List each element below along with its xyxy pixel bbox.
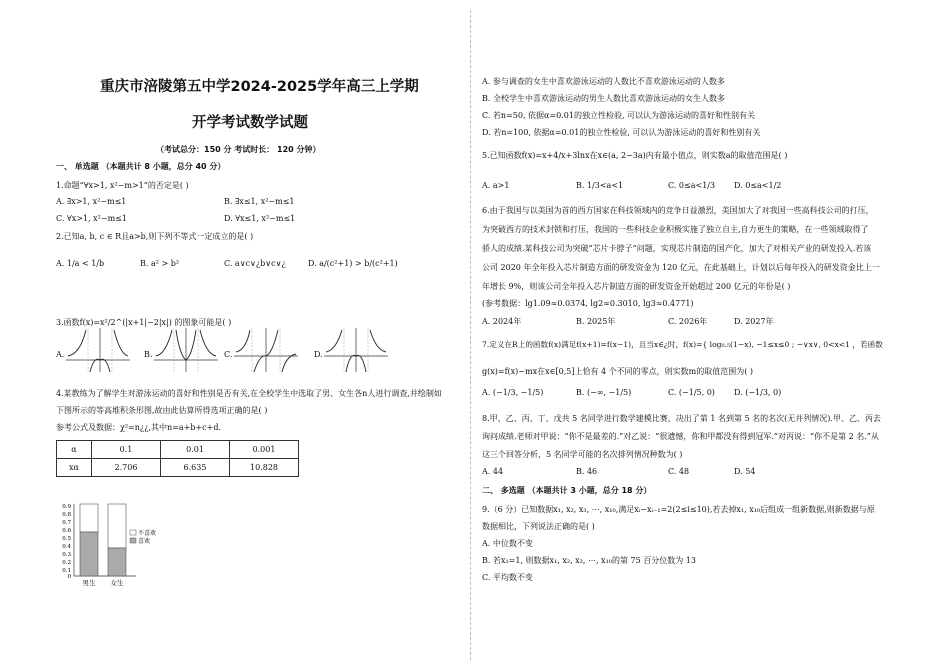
q3-option-d-label: D. — [314, 350, 323, 359]
bar-male-like — [80, 532, 98, 576]
y-tick: 0.9 — [62, 504, 71, 510]
q9-option-b: B. 若x₁=1, 则数据x₁, x₂, x₃, ⋯, x₁₀的第 75 百分位数为 13 — [482, 556, 696, 565]
q6-option-d: D. 2027年 — [734, 317, 774, 326]
y-tick: 0.4 — [62, 544, 71, 550]
q6-option-b: B. 2025年 — [576, 317, 616, 326]
y-tick: 0.3 — [62, 552, 71, 558]
q3-graph-d — [324, 326, 388, 374]
q9-option-c: C. 平均数不变 — [482, 573, 533, 582]
question-3: 3.函数f(x)=x²/2^(|x+1|−2|x|) 的图象可能是( ) — [56, 318, 232, 327]
q3-graph-a — [66, 326, 130, 374]
q2-option-b: B. a² > b² — [140, 259, 180, 268]
q8-option-b: B. 46 — [576, 467, 598, 476]
question-6-line-3: 骄人的成绩.某科技公司为突破“芯片卡脖子”问题，实现芯片制造的国产化，加大了对相关产业的研发投入.若该 — [482, 244, 872, 253]
y-tick: 0.8 — [62, 512, 71, 518]
q2-option-a: A. 1/a < 1/b — [56, 259, 105, 268]
q5-option-c: C. 0≤a<1/3 — [668, 181, 716, 190]
title-line-2: 开学考试数学试题 — [192, 115, 308, 131]
title-line-1: 重庆市涪陵第五中学2024-2025学年高三上学期 — [100, 79, 419, 95]
q3-option-a-label: A. — [56, 350, 65, 359]
q5-option-d: D. 0≤a<1/2 — [734, 181, 782, 190]
table-cell: 10.828 — [230, 459, 299, 477]
q5-option-a: A. a>1 — [482, 181, 510, 190]
q1-option-d: D. ∀x≤1, x²−m≤1 — [224, 214, 296, 223]
q2-option-c: C. a∨c∨¿b∨c∨¿ — [224, 259, 286, 268]
q7-option-b: B. (−∞, −1/5) — [576, 388, 632, 397]
table-cell: α — [57, 441, 92, 459]
question-4-line-2: 下图所示的等高堆积条形图,故由此估算所得选项正确的是( ) — [56, 406, 268, 415]
q4-option-a: A. 参与调查的女生中喜欢游泳运动的人数比不喜欢游泳运动的人数多 — [482, 77, 725, 86]
question-4-line-1: 4.某教练为了解学生对游泳运动的喜好和性别是否有关,在全校学生中选取了男、女生各n人进行调查,并绘制如 — [56, 389, 442, 398]
question-1: 1.命题“∀x>1, x²−m>1”的否定是( ) — [56, 181, 189, 190]
q6-option-a: A. 2024年 — [482, 317, 522, 326]
table-cell: 0.001 — [230, 441, 299, 459]
table-cell: 2.706 — [92, 459, 161, 477]
q5-option-b: B. 1/3<a<1 — [576, 181, 624, 190]
y-tick: 0.5 — [62, 536, 71, 542]
q4-option-c: C. 若n=50, 依据α=0.01的独立性检验, 可以认为游泳运动的喜好和性别有关 — [482, 111, 756, 120]
left-column — [56, 0, 466, 672]
q8-option-a: A. 44 — [482, 467, 504, 476]
table-cell: 0.01 — [161, 441, 230, 459]
table-row — [57, 441, 299, 459]
q7-option-a: A. (−1/3, −1/5) — [482, 388, 544, 397]
q1-option-b: B. ∃x≤1, x²−m≤1 — [224, 197, 295, 206]
question-7-line-1: 7.定义在R上的函数f(x)满足f(x+1)=f(x−1)，且当x∈¿时，f(x)={ log₀.₅(1−x), −1≤x≤0 ; −∨x∨, 0<x<1 ，若函数 — [482, 340, 883, 349]
q8-option-d: D. 54 — [734, 467, 756, 476]
table-row — [57, 459, 299, 477]
table-cell: 0.1 — [92, 441, 161, 459]
bar-female-like — [108, 548, 126, 576]
q2-option-d: D. a/(c²+1) > b/(c²+1) — [308, 259, 398, 268]
question-6-line-4: 公司 2020 年全年投入芯片制造方面的研发资金为 120 亿元，在此基础上，计划以后每年投入的研发资金比上一 — [482, 263, 880, 272]
q3-graph-c — [234, 326, 298, 374]
question-8-line-1: 8.甲、乙、丙、丁、戊共 5 名同学进行数学建模比赛，决出了第 1 名到第 5 名的名次(无并列情况).甲、乙、丙去 — [482, 414, 881, 423]
legend-swatch-dislike — [130, 530, 136, 535]
q3-graph-b — [154, 326, 218, 374]
question-6-line-5: 年增长 9%，则该公司全年投入芯片制造方面的研发资金开始超过 200 亿元的年份是( ) — [482, 282, 791, 291]
question-6-line-2: 为突破西方的技术封锁和打压，我国的一些科技企业积极实施了独立自主,自力更生的策略，在一些领域取得了 — [482, 225, 869, 234]
critical-value-table — [56, 440, 299, 477]
y-tick: 0.1 — [62, 568, 71, 574]
question-6-line-6: (参考数据：lg1.09≈0.0374, lg2≈0.3010, lg3≈0.4771) — [482, 299, 694, 308]
q4-option-d: D. 若n=100, 依据α=0.01的独立性检验, 可以认为游泳运动的喜好和性别有关 — [482, 128, 761, 137]
table-cell: 6.635 — [161, 459, 230, 477]
question-9-line-2: 数据相比，下列说法正确的是( ) — [482, 522, 595, 531]
y-tick: 0.6 — [62, 528, 71, 534]
question-5: 5.已知函数f(x)=x+4/x+3lnx在x∈(a, 2−3a)内有最小值点，则实数a的取值范围是( ) — [482, 151, 788, 160]
x-tick-male: 男生 — [82, 579, 96, 587]
question-2: 2.已知a, b, c ∈ R且a>b,则下列不等式一定成立的是( ) — [56, 232, 254, 241]
q1-option-a: A. ∃x>1, x²−m≤1 — [56, 197, 127, 206]
q3-option-c-label: C. — [224, 350, 233, 359]
question-6-line-1: 6.由于我国与以美国为首的西方国家在科技领域内的竞争日益激烈，美国加大了对我国一些高科技公司的打压， — [482, 206, 874, 215]
question-7-line-2: g(x)=f(x)−mx在x∈[0,5]上恰有 4 个不同的零点，则实数m的取值范围为( ) — [482, 367, 754, 376]
q7-option-c: C. (−1/5, 0) — [668, 388, 715, 397]
y-tick: 0.2 — [62, 560, 71, 566]
legend-swatch-like — [130, 538, 136, 543]
question-8-line-2: 询问成绩.老师对甲说：“你不是最差的.”对乙说：“很遗憾，你和甲都没有得到冠军.”对丙说：“你不是第 2 名.”从 — [482, 432, 879, 441]
gender-swim-bar-chart — [56, 500, 176, 588]
section-multiple-choice: 二、 多选题 （本题共计 3 小题，总分 18 分） — [482, 486, 652, 495]
q3-option-b-label: B. — [144, 350, 153, 359]
bar-female-dislike — [108, 504, 126, 548]
bar-male-dislike — [80, 504, 98, 532]
y-tick: 0 — [67, 574, 71, 580]
x-tick-female: 女生 — [110, 579, 124, 587]
q6-option-c: C. 2026年 — [668, 317, 708, 326]
table-cell: xα — [57, 459, 92, 477]
q9-option-a: A. 中位数不变 — [482, 539, 533, 548]
section-single-choice: 一、 单选题 （本题共计 8 小题，总分 40 分） — [56, 162, 226, 171]
question-8-line-3: 这三个回答分析，5 名同学可能的名次排列情况种数为( ) — [482, 450, 683, 459]
q4-option-b: B. 全校学生中喜欢游泳运动的男生人数比喜欢游泳运动的女生人数多 — [482, 94, 725, 103]
y-tick: 0.7 — [62, 520, 71, 526]
right-column — [482, 0, 902, 672]
q7-option-d: D. (−1/3, 0) — [734, 388, 782, 397]
legend-dislike: 不喜欢 — [138, 530, 157, 537]
q1-option-c: C. ∀x>1, x²−m≤1 — [56, 214, 127, 223]
question-4-line-3: 参考公式及数据：χ²=n¿¿,其中n=a+b+c+d. — [56, 423, 222, 432]
question-9-line-1: 9.（6 分）已知数据x₁, x₂, x₃, ⋯, x₁₀,满足xᵢ−xᵢ₋₁=2(2≤i≤10),若去掉x₁, x₁₀后组成一组新数据,则新数据与原 — [482, 505, 875, 514]
column-divider — [470, 10, 471, 660]
exam-info: （考试总分：150 分 考试时长： 120 分钟） — [156, 145, 321, 154]
legend-like: 喜欢 — [138, 538, 151, 545]
q8-option-c: C. 48 — [668, 467, 690, 476]
